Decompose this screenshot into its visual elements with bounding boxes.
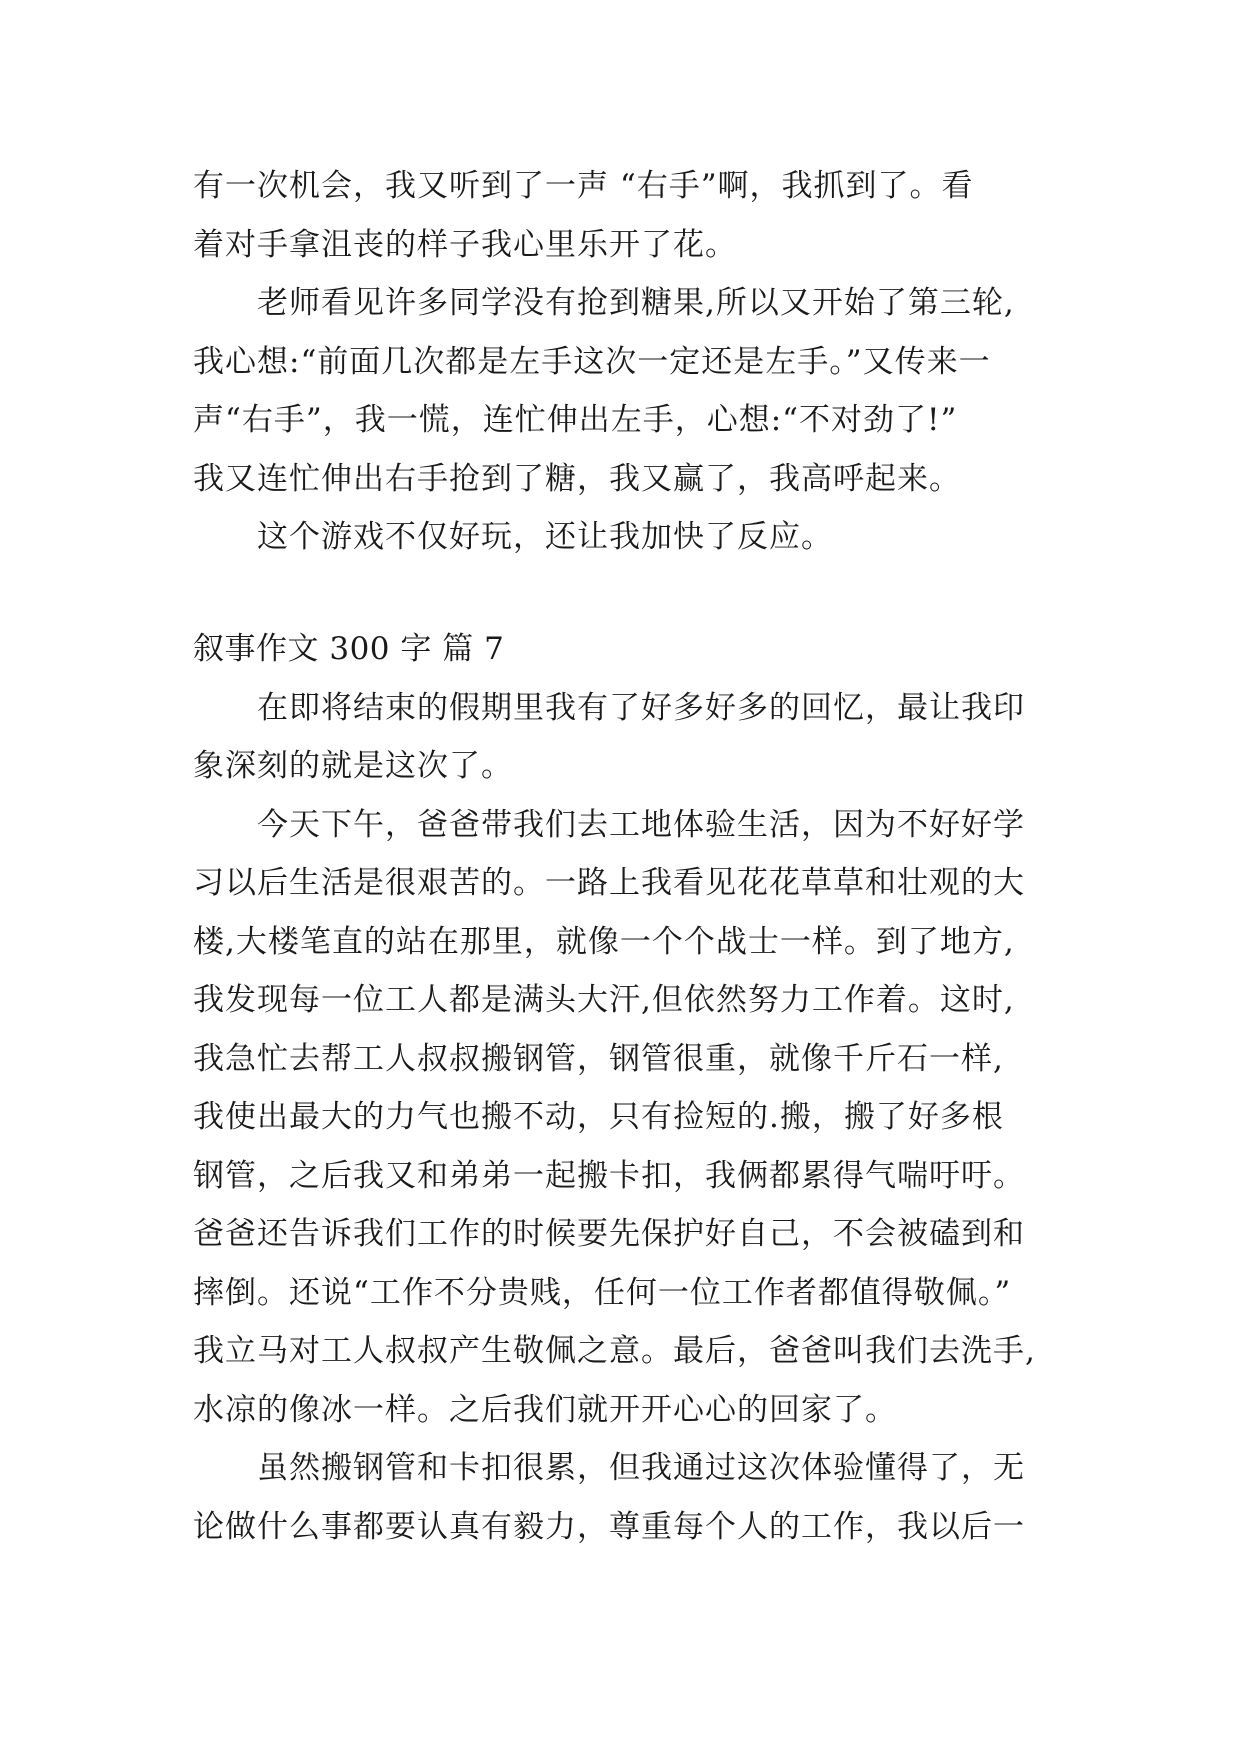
text-line: 今天下午，爸爸带我们去工地体验生活，因为不好好学 bbox=[257, 806, 1025, 843]
text-line: 我急忙去帮工人叔叔搬钢管，钢管很重，就像千斤石一样, bbox=[193, 1040, 1004, 1077]
paragraph bbox=[193, 1439, 1073, 1556]
text-line: 声“右手”，我一慌，连忙伸出左手，心想:“不对劲了!” bbox=[193, 402, 958, 438]
text-line: 我又连忙伸出右手抢到了糖，我又赢了，我高呼起来。 bbox=[193, 460, 961, 497]
previous-essay-section bbox=[193, 157, 1073, 567]
text-line: 我发现每一位工人都是满头大汗,但依然努力工作着。这时, bbox=[193, 982, 1015, 1018]
text-line: 楼,大楼笔直的站在那里，就像一个个战士一样。到了地方, bbox=[193, 923, 1015, 960]
paragraph bbox=[193, 796, 1073, 1440]
text-line: 我心想:“前面几次都是左手这次一定还是左手。”又传来一 bbox=[193, 343, 991, 380]
text-line: 有一次机会，我又听到了一声 “右手”啊，我抓到了。看 bbox=[193, 168, 974, 204]
text-line: 象深刻的就是这次了。 bbox=[193, 748, 513, 784]
paragraph bbox=[193, 274, 1073, 508]
section-heading: 叙事作文 300 字 篇 7 bbox=[193, 631, 505, 667]
essay-section-7 bbox=[193, 620, 1073, 1556]
text-line: 这个游戏不仅好玩，还让我加快了反应。 bbox=[257, 519, 833, 555]
text-line: 钢管，之后我又和弟弟一起搬卡扣，我俩都累得气喘吁吁。 bbox=[193, 1157, 1025, 1194]
text-line: 我立马对工人叔叔产生敬佩之意。最后，爸爸叫我们去洗手, bbox=[193, 1333, 1036, 1369]
paragraph bbox=[193, 508, 1073, 567]
text-line: 习以后生活是很艰苦的。一路上我看见花花草草和壮观的大 bbox=[193, 865, 1025, 901]
text-line: 虽然搬钢管和卡扣很累，但我通过这次体验懂得了，无 bbox=[257, 1450, 1025, 1486]
text-line: 水凉的像冰一样。之后我们就开开心心的回家了。 bbox=[193, 1391, 897, 1428]
text-line: 论做什么事都要认真有毅力，尊重每个人的工作，我以后一 bbox=[193, 1508, 1025, 1545]
text-line: 着对手拿沮丧的样子我心里乐开了花。 bbox=[193, 226, 737, 263]
paragraph bbox=[193, 157, 1073, 274]
text-line: 摔倒。还说“工作不分贵贱，任何一位工作者都值得敬佩。” bbox=[193, 1274, 1012, 1311]
text-line: 我使出最大的力气也搬不动，只有捡短的.搬，搬了好多根 bbox=[193, 1099, 1004, 1135]
text-line: 爸爸还告诉我们工作的时候要先保护好自己，不会被磕到和 bbox=[193, 1216, 1025, 1252]
paragraph bbox=[193, 679, 1073, 796]
text-line: 在即将结束的假期里我有了好多好多的回忆，最让我印 bbox=[257, 689, 1025, 726]
text-line: 老师看见许多同学没有抢到糖果,所以又开始了第三轮, bbox=[257, 285, 1015, 321]
